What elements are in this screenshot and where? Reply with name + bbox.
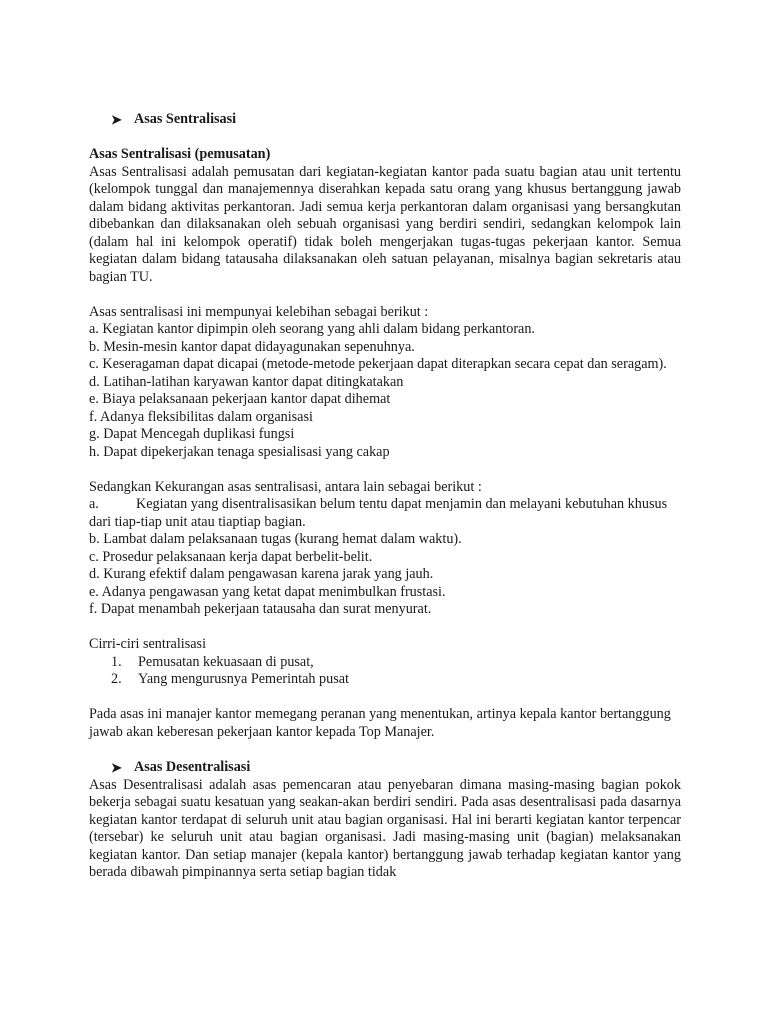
list-item-text: Kegiatan yang disentralisasikan belum tentu dapat menjamin dan melayani kebutuhan khusus dari tiap-tiap unit atau tiaptiap bagian. xyxy=(89,496,668,530)
list-item xyxy=(89,671,681,689)
paragraph-desentralisasi: Asas Desentralisasi adalah asas pemencaran atau penyebaran dimana masing-masing bagian pokok bekerja sebagai suatu kesatuan yang seakan-akan berdiri sendiri. Pada asas desentralisasi pada dasarnya kegiatan kantor terdapat di seluruh unit atau bagian organisasi. Hal ini berarti kegiatan kantor terpencar (tersebar) ke seluruh unit atau bagian organisasi. Jadi masing-masing unit (bagian) melaksanakan kegiatan kantor. Dan setiap manajer (kepala kantor) bertanggung jawab terhadap kegiatan kantor yang berada dibawah pimpinannya serta setiap bagian tidak xyxy=(89,776,681,880)
list-item: e. Biaya pelaksanaan pekerjaan kantor dapat dihemat xyxy=(89,391,391,407)
list-item: d. Kurang efektif dalam pengawasan karena jarak yang jauh. xyxy=(89,566,434,582)
list-item: a. Kegiatan kantor dipimpin oleh seorang yang ahli dalam bidang perkantoran. xyxy=(89,321,535,337)
disadvantages-list xyxy=(89,496,681,619)
section-heading-text: Asas Desentralisasi xyxy=(134,759,251,775)
section-heading-text: Asas Sentralisasi xyxy=(134,111,237,127)
advantages-intro: Asas sentralisasi ini mempunyai kelebihan sebagai berikut : xyxy=(89,303,429,320)
list-item: g. Dapat Mencegah duplikasi fungsi xyxy=(89,426,295,442)
disadvantages-intro: Sedangkan Kekurangan asas sentralisasi, antara lain sebagai berikut : xyxy=(89,478,482,495)
spacer xyxy=(89,619,681,637)
spacer xyxy=(89,129,681,147)
spacer xyxy=(89,286,681,304)
list-item-text: Yang mengurusnya Pemerintah pusat xyxy=(138,671,349,687)
closing-paragraph: Pada asas ini manajer kantor memegang peranan yang menentukan, artinya kepala kantor bertanggung jawab akan keberesan pekerjaan kantor kepada Top Manajer. xyxy=(89,706,671,740)
spacer xyxy=(89,689,681,707)
spacer xyxy=(89,461,681,479)
subheading: Asas Sentralisasi (pemusatan) xyxy=(89,146,271,162)
list-item: f. Dapat menambah pekerjaan tatausaha dan surat menyurat. xyxy=(89,601,432,617)
document-content xyxy=(89,111,681,882)
list-item: c. Keseragaman dapat dicapai (metode-metode pekerjaan dapat diterapkan secara cepat dan seragam). xyxy=(89,356,667,372)
spacer xyxy=(89,741,681,749)
list-item xyxy=(89,654,681,672)
list-item-number: 2. xyxy=(111,671,122,687)
paragraph-definition: Asas Sentralisasi adalah pemusatan dari kegiatan-kegiatan kantor pada suatu bagian atau unit tertentu (kelompok tunggal dan manajemennya diserahkan kepada satu orang yang khusus bertanggung jawab dalam bidang aktivitas perkantoran. Jadi semua kerja perkantoran dalam organisasi yang bersangkutan dibebankan dan dilaksanakan oleh sebuah organisasi yang berdiri sendiri, sedangkan kelompok lain (dalam hal ini kelompok operatif) tidak boleh mengerjakan tugas-tugas pekerjaan kantor. Semua kegiatan dalam bidang tatausaha dilaksanakan oleh satuan pelayanan, misalnya bagian sekretaris atau bagian TU. xyxy=(89,163,681,285)
advantages-list xyxy=(89,321,681,461)
list-item: e. Adanya pengawasan yang ketat dapat menimbulkan frustasi. xyxy=(89,583,446,600)
list-item-text: Pemusatan kekuasaan di pusat, xyxy=(138,653,314,670)
list-item: b. Mesin-mesin kantor dapat didayagunakan sepenuhnya. xyxy=(89,338,415,355)
section-heading-sentralisasi xyxy=(89,111,681,129)
list-item: f. Adanya fleksibilitas dalam organisasi xyxy=(89,408,313,425)
list-item xyxy=(89,496,681,531)
traits-list xyxy=(89,654,681,689)
arrow-bullet-icon: ➤ xyxy=(111,760,122,775)
arrow-bullet-icon: ➤ xyxy=(111,112,122,127)
list-item: c. Prosedur pelaksanaan kerja dapat berbelit-belit. xyxy=(89,548,373,565)
traits-intro: Cirri-ciri sentralisasi xyxy=(89,636,207,652)
list-item: b. Lambat dalam pelaksanaan tugas (kurang hemat dalam waktu). xyxy=(89,531,462,547)
section-heading-desentralisasi xyxy=(89,759,681,777)
list-item-letter: a. xyxy=(89,496,99,512)
list-item: h. Dapat dipekerjakan tenaga spesialisasi yang cakap xyxy=(89,443,390,460)
list-item: d. Latihan-latihan karyawan kantor dapat ditingkatakan xyxy=(89,373,404,390)
list-item-number: 1. xyxy=(111,653,122,670)
